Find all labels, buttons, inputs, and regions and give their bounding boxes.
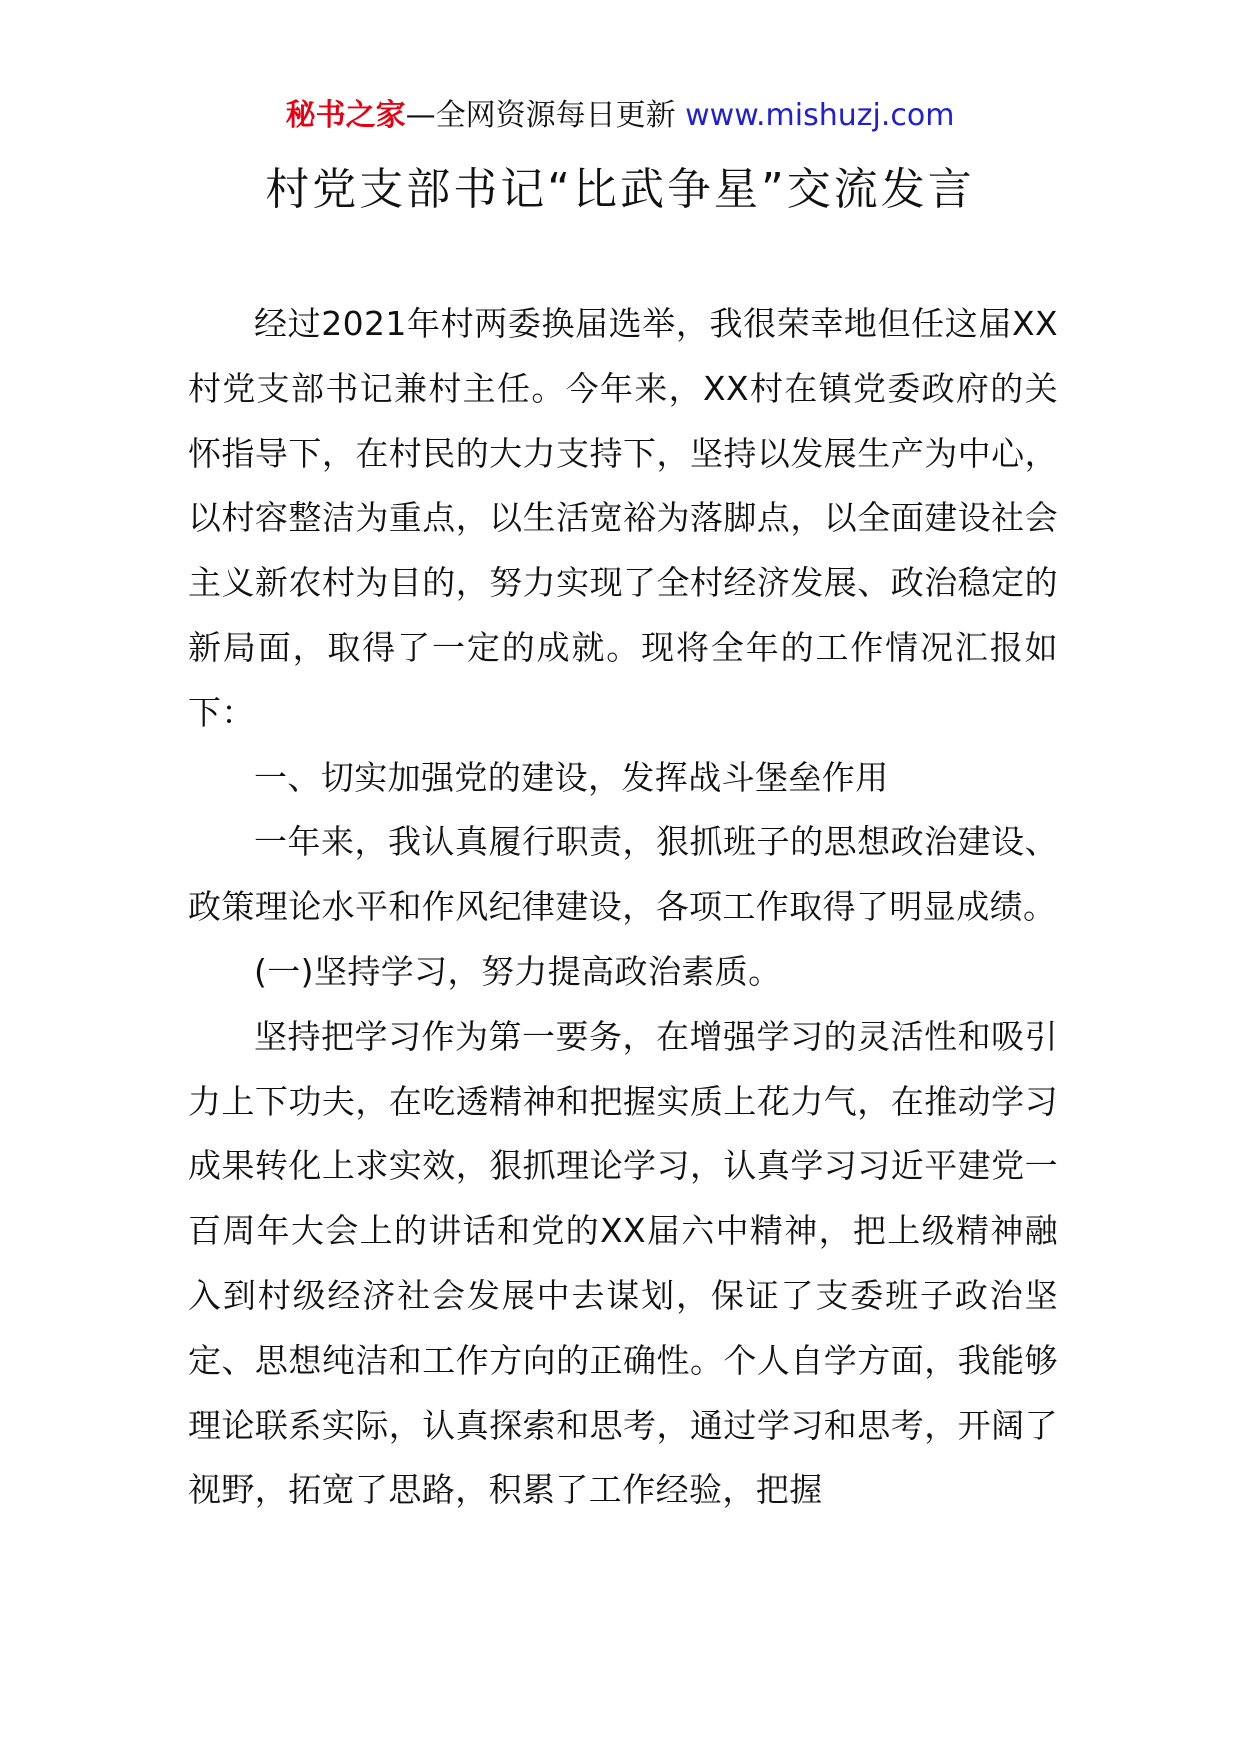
document-title: 村党支部书记“比武争星”交流发言 — [265, 164, 975, 215]
paragraph-section-1: 一年来，我认真履行职责，狠抓班子的思想政治建设、政策理论水平和作风纪律建设，各项工作取得了明显成绩。 — [188, 822, 1058, 927]
site-header — [0, 96, 1240, 136]
paragraph-subsection-1: 坚持把学习作为第一要务，在增强学习的灵活性和吸引力上下功夫，在吃透精神和把握实质上花力气，在推动学习成果转化上求实效，狠抓理论学习，认真学习习近平建党一百周年大会上的讲话和党的XX届六中精神，把上级精神融入到村级经济社会发展中去谋划，保证了支委班子政治坚定、思想纯洁和工作方向的正确性。个人自学方面，我能够理论联系实际，认真探索和思考，通过学习和思考，开阔了视野，拓宽了思路，积累了工作经验，把握 — [188, 1016, 1058, 1510]
paragraph-intro: 经过2021年村两委换届选举，我很荣幸地但任这届XX村党支部书记兼村主任。今年来，XX村在镇党委政府的关怀指导下，在村民的大力支持下，坚持以发展生产为中心，以村容整洁为重点，以生活宽裕为落脚点，以全面建设社会主义新农村为目的，努力实现了全村经济发展、政治稳定的新局面，取得了一定的成就。现将全年的工作情况汇报如下： — [188, 304, 1058, 732]
document-body — [188, 292, 1058, 1523]
brand-name: 秘书之家 — [285, 98, 406, 133]
section-heading-1: 一、切实加强党的建设，发挥战斗堡垒作用 — [254, 757, 889, 797]
subsection-heading-1: (一)坚持学习，努力提高政治素质。 — [254, 951, 782, 991]
site-url-link[interactable]: www.mishuzj.com — [685, 98, 955, 133]
header-slogan: —全网资源每日更新 — [405, 98, 686, 133]
